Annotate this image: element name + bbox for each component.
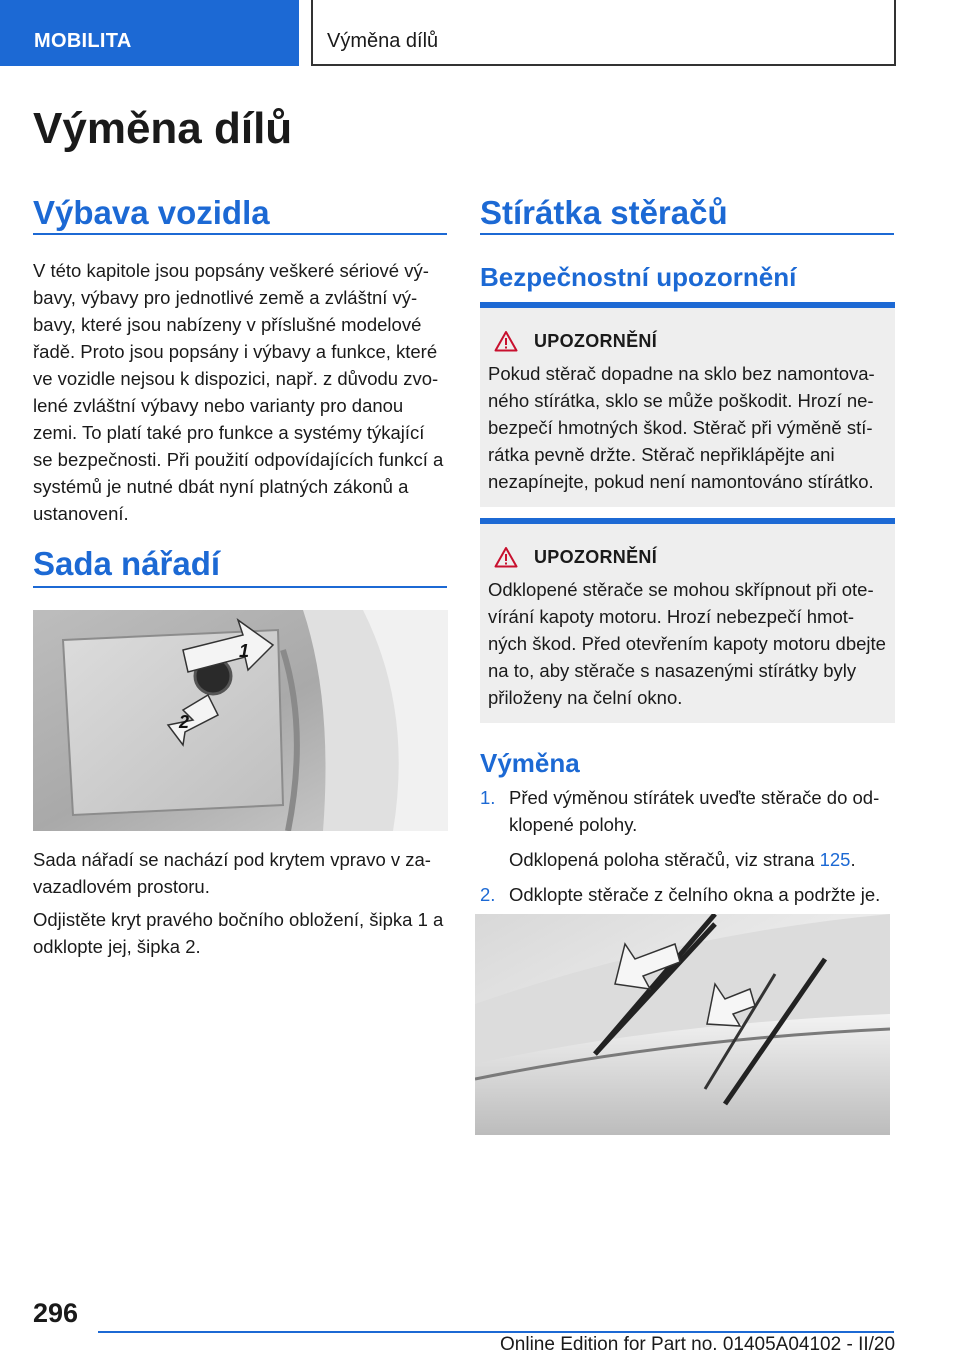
heading-equipment: Výbava vozidla xyxy=(33,194,270,231)
step-item xyxy=(480,881,895,908)
edition-note: Online Edition for Part no. 01405A04102 - II/20 xyxy=(500,1334,896,1355)
warning-box xyxy=(480,302,895,507)
step-number: 1. xyxy=(480,787,496,808)
heading-rule xyxy=(33,233,447,235)
warning-text: Pokud stěrač dopadne na sklo bez namontova-ného stírátka, sklo se může poškodit. Hrozí ne-bezpečí hmotných škod. Stěrač při výměně stí-rátka pevně držte. Stěrač nepřiklápějte ani nezapínejte, pokud není namontováno stírátko. xyxy=(488,363,875,492)
steps-list xyxy=(480,784,895,916)
step-item xyxy=(480,784,895,838)
heading-safety: Bezpečnostní upozornění xyxy=(480,262,797,292)
warning-triangle-icon xyxy=(494,546,518,568)
heading-wipers: Stírátka stěračů xyxy=(480,194,728,231)
reference-suffix: . xyxy=(850,849,856,870)
section-header: Výměna dílů xyxy=(311,0,896,66)
warning-header xyxy=(488,330,887,352)
warning-text: Odklopené stěrače se mohou skřípnout při ote-vírání kapoty motoru. Hrozí nebezpečí hmot-ných škod. Před otevřením kapoty motoru dbejte na to, aby stěrače s nasazenými stírátky byly přiloženy na čelní okno. xyxy=(488,579,886,708)
toolkit-instruction-text: Odjistěte kryt pravého bočního obložení, šipka 1 a odklopte jej, šipka 2. xyxy=(33,909,444,957)
step-reference xyxy=(480,846,895,873)
warning-header xyxy=(488,546,887,568)
warning-triangle-icon xyxy=(494,330,518,352)
heading-rule xyxy=(480,233,894,235)
heading-rule xyxy=(33,586,447,588)
step-text: Odklopte stěrače z čelního okna a podržte je. xyxy=(509,884,881,905)
reference-text: Odklopená poloha stěračů, viz strana xyxy=(509,849,815,870)
equipment-paragraph: V této kapitole jsou popsány veškeré sériové vý-bavy, výbavy pro jednotlivé země a zvláštní vý-bavy, které jsou nabízeny v příslušné modelové řadě. Proto jsou popsány i výbavy a funkce, které ve vozidle nejsou k dispozici, např. z důvodu zvo-lené zvláštní výbavy nebo varianty pro danou zemi. To platí také pro funkce a systémy týkající se bezpečnosti. Při použití odpovídajících funkcí a systémů je nutné dbát nyní platných zákonů a ustanovení. xyxy=(33,260,444,524)
toolkit-figure xyxy=(33,610,448,831)
heading-replacement: Výměna xyxy=(480,748,580,778)
footer-rule xyxy=(98,1331,894,1333)
toolkit-location-text: Sada nářadí se nachází pod krytem vpravo v za-vazadlovém prostoru. xyxy=(33,849,431,897)
arrow-1-label: 1 xyxy=(239,641,250,661)
toolkit-text xyxy=(33,846,449,966)
heading-toolkit: Sada nářadí xyxy=(33,545,221,582)
warning-title: UPOZORNĚNÍ xyxy=(534,330,658,351)
step-text: Před výměnou stírátek uveďte stěrače do od-klopené polohy. xyxy=(509,787,880,835)
page-title: Výměna dílů xyxy=(33,104,293,153)
page-link-125[interactable]: 125 xyxy=(819,849,851,870)
wiper-figure xyxy=(475,914,890,1135)
chapter-tab[interactable]: MOBILITA xyxy=(0,0,299,66)
step-number: 2. xyxy=(480,884,496,905)
page-number: 296 xyxy=(33,1298,79,1328)
arrow-2-label: 2 xyxy=(179,712,190,732)
warning-box xyxy=(480,518,895,723)
warning-title: UPOZORNĚNÍ xyxy=(534,546,658,567)
